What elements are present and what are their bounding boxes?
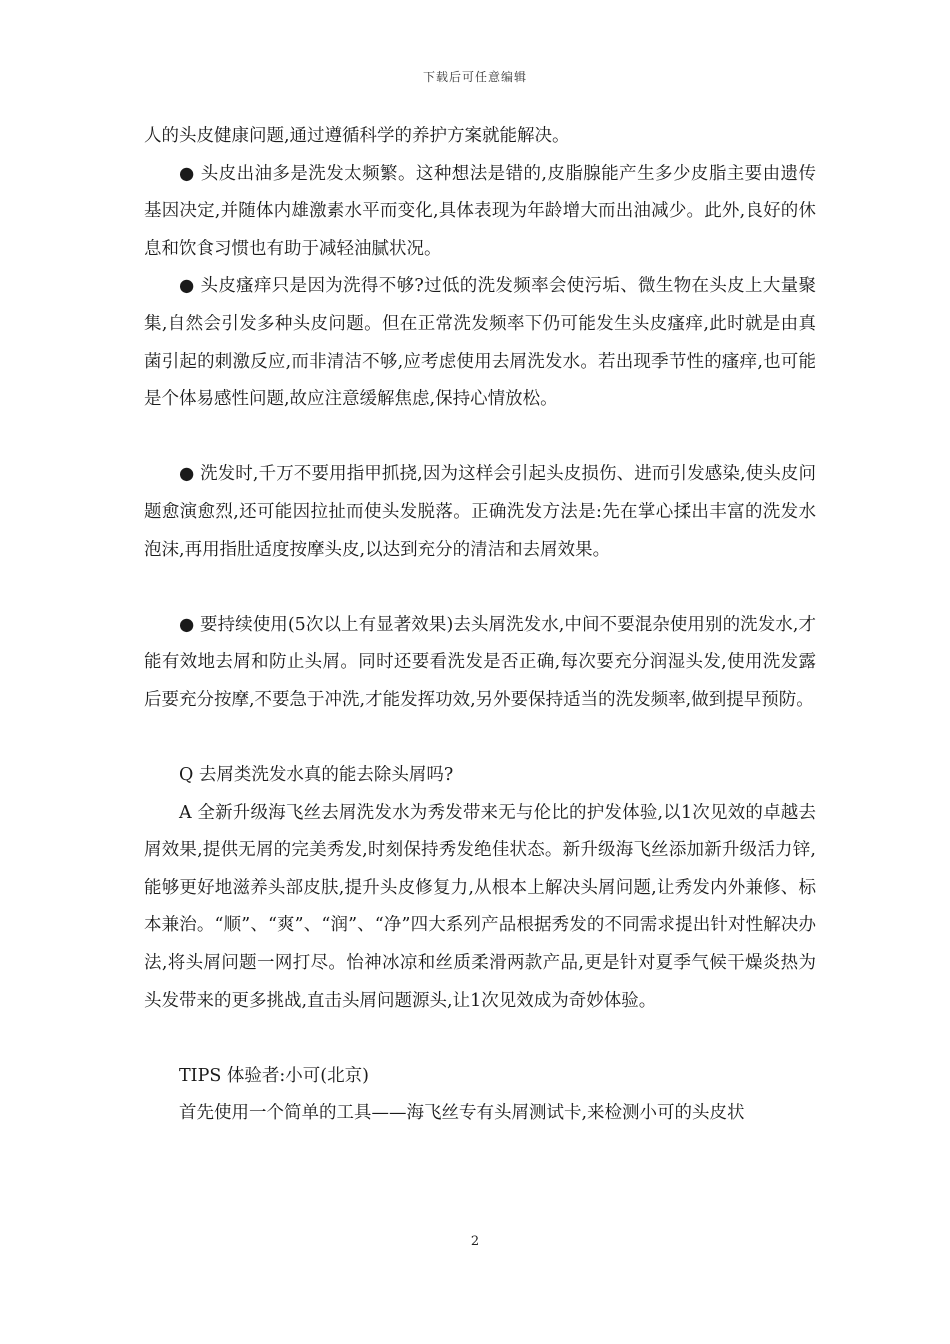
paragraph-washing-method: ● 洗发时,千万不要用指甲抓挠,因为这样会引起头皮损伤、进而引发感染,使头皮问题愈演愈烈,还可能因拉扯而使头发脱落。正确洗发方法是:先在掌心揉出丰富的洗发水泡沫,再用指肚适度按摩头皮,以达到充分的清洁和去屑效果。: [144, 464, 816, 560]
question-line: Q 去屑类洗发水真的能去除头屑吗?: [179, 765, 454, 786]
paragraph-oily-scalp: ● 头皮出油多是洗发太频繁。这种想法是错的,皮脂腺能产生多少皮脂主要由遗传基因决定,并随体内雄激素水平而变化,具体表现为年龄增大而出油减少。此外,良好的休息和饮食习惯也有助于减轻油腻状况。: [144, 163, 816, 259]
paragraph-test-card: 首先使用一个简单的工具——海飞丝专有头屑测试卡,来检测小可的头皮状: [179, 1103, 745, 1124]
page-header: 下载后可任意编辑: [422, 70, 527, 84]
paragraph-itchy-scalp: ● 头皮瘙痒只是因为洗得不够?过低的洗发频率会使污垢、微生物在头皮上大量聚集,自然会引发多种头皮问题。但在正常洗发频率下仍可能发生头皮瘙痒,此时就是由真菌引起的刺激反应,而非清洁不够,应考虑使用去屑洗发水。若出现季节性的瘙痒,也可能是个体易感性问题,故应注意缓解焦虑,保持心情放松。: [144, 276, 816, 410]
document-body: [144, 118, 816, 1133]
paragraph-intro: 人的头皮健康问题,通过遵循科学的养护方案就能解决。: [144, 126, 570, 146]
tips-line: TIPS 体验者:小可(北京): [179, 1065, 369, 1086]
page-number: 2: [470, 1234, 480, 1249]
answer-paragraph: A 全新升级海飞丝去屑洗发水为秀发带来无与伦比的护发体验,以1次见效的卓越去屑效果,提供无屑的完美秀发,时刻保持秀发绝佳状态。新升级海飞丝添加新升级活力锌,能够更好地滋养头部皮肤,提升头皮修复力,从根本上解决头屑问题,让秀发内外兼修、标本兼治。“顺”、“爽”、“润”、“净”四大系列产品根据秀发的不同需求提出针对性解决办法,将头屑问题一网打尽。怡神冰凉和丝质柔滑两款产品,更是针对夏季气候干燥炎热为头发带来的更多挑战,直击头屑问题源头,让1次见效成为奇妙体验。: [144, 802, 816, 1011]
paragraph-continuous-use: ● 要持续使用(5次以上有显著效果)去头屑洗发水,中间不要混杂使用别的洗发水,才能有效地去屑和防止头屑。同时还要看洗发是否正确,每次要充分润湿头发,使用洗发露后要充分按摩,不要急于冲洗,才能发挥功效,另外要保持适当的洗发频率,做到提早预防。: [144, 614, 816, 710]
